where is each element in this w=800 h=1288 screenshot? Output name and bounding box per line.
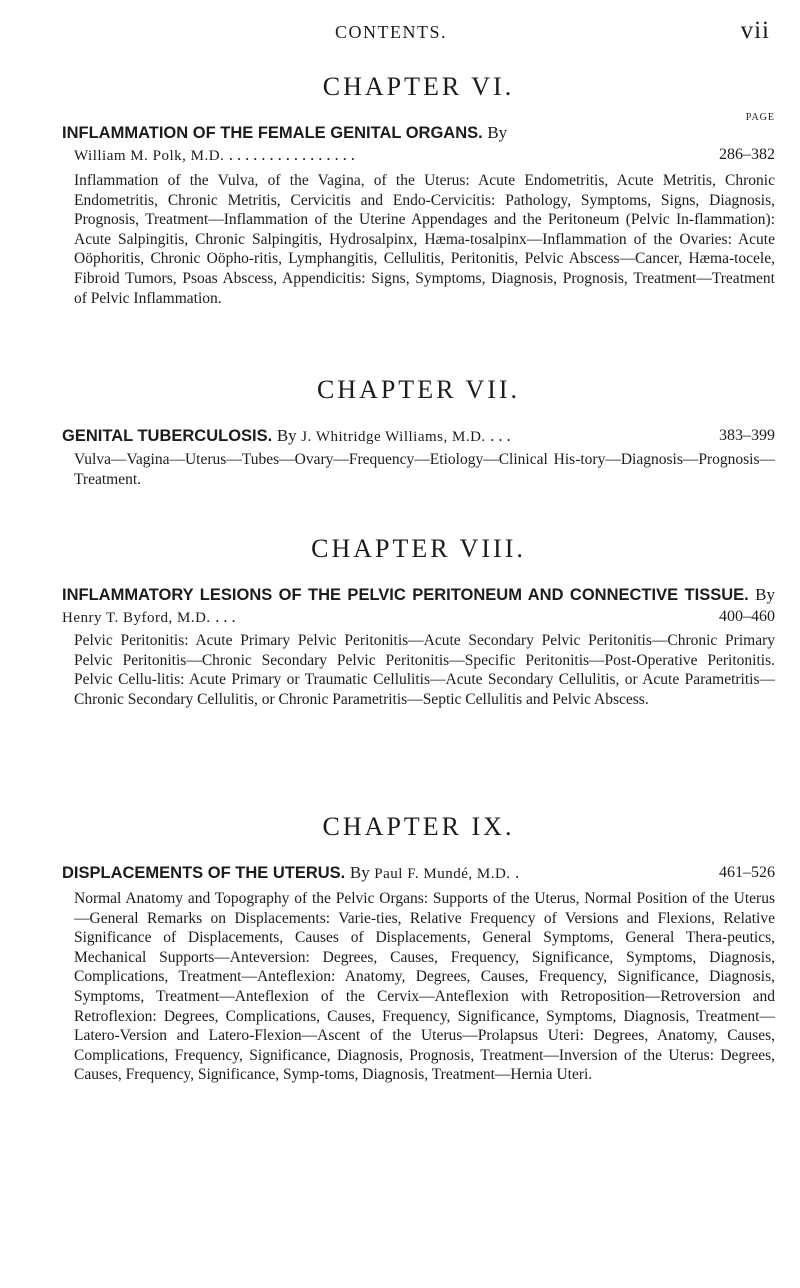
- author-name: Henry T. Byford, M.D.: [62, 610, 211, 626]
- author-by: By: [349, 863, 370, 882]
- chapter-title: [62, 425, 775, 448]
- page-range: 400–460: [719, 608, 775, 625]
- chapter-title: [62, 862, 775, 885]
- chapter-title: [62, 584, 775, 629]
- chapter-heading: CHAPTER IX.: [322, 812, 515, 841]
- chapter-heading: CHAPTER VI.: [322, 72, 515, 101]
- author-name: J. Whitridge Williams, M.D.: [301, 429, 486, 445]
- chapter-heading: CHAPTER VIII.: [311, 534, 526, 563]
- author-by: By: [487, 123, 508, 142]
- chapter-summary: Inflammation of the Vulva, of the Vagina, of the Uterus: Acute Endometritis, Acute Metritis, Chronic Endometritis, Chronic Metritis, Cervicitis and Endo-Cervicitis: Pathology, Symptoms, Signs, Diagnosis, Prognosis, Treatment—Inflammation of the Uterine Appendages and the Peritoneum (Pelvic In-flammation): Acute Salpingitis, Chronic Salpingitis, Hydrosalpinx, Hæma-tosalpinx—Inflammation of the Ovaries: Acute Oöphoritis, Chronic Oöpho-ritis, Lymphangitis, Cellulitis, Peritonitis, Pelvic Abscess—Cancer, Hæma-tocele, Fibroid Tumors, Psoas Abscess, Appendicitis: Signs, Symptoms, Diagnosis, Prognosis, Treatment—Treatment of Pelvic Inflammation.: [74, 172, 775, 307]
- chapter-heading: CHAPTER VII.: [316, 375, 521, 404]
- author-name: William M. Polk, M.D.: [74, 148, 225, 164]
- chapter-summary: Normal Anatomy and Topography of the Pelvic Organs: Supports of the Uterus, Normal Position of the Uterus—General Remarks on Displacements: Varie-ties, Relative Frequency of Versions and Flexions, Relative Significance of Displacements, Causes of Displacements, General Symptoms, General Thera-peutics, Mechanical Supports—Anteversion: Degrees, Causes, Frequency, Significance, Symptoms, Diagnosis, Complications, Treatment—Anteflexion: Anatomy, Degrees, Causes, Frequency, Significance, Diagnosis, Symptoms, Treatment—Anteflexion of the Cervix—Anteflexion with Retroposition—Retroversion and Retroflexion: Degrees, Complications, Causes, Frequency, Significance, Symptoms, Diagnosis, Treatment—Latero-Version and Latero-Flexion—Ascent of the Uterus—Prolapsus Uteri: Degrees, Anatomy, Causes, Complications, Frequency, Significance, Diagnosis, Prognosis, Treatment—Inversion of the Uterus: Degrees, Causes, Frequency, Significance, Symp-toms, Diagnosis, Treatment—Hernia Uteri.: [74, 890, 775, 1084]
- author-by: By: [276, 426, 297, 445]
- chapter-summary: Vulva—Vagina—Uterus—Tubes—Ovary—Frequency—Etiology—Clinical His-tory—Diagnosis—Prognosis—Treatment.: [74, 451, 775, 488]
- chapter-title-text: INFLAMMATORY LESIONS OF THE PELVIC PERITONEUM AND CONNECTIVE TISSUE.: [62, 586, 749, 604]
- chapter-vii: [62, 375, 775, 489]
- dot-leader: ................: [228, 145, 359, 164]
- chapter-viii: [62, 534, 775, 709]
- page-number: vii: [740, 17, 770, 44]
- chapter-title-text: GENITAL TUBERCULOSIS.: [62, 427, 273, 445]
- page-range: 286–382: [719, 146, 775, 163]
- chapter-summary: Pelvic Peritonitis: Acute Primary Pelvic Peritonitis—Acute Secondary Pelvic Peritonitis—Chronic Primary Pelvic Peritonitis—Chronic Secondary Pelvic Peritonitis—Specific Peritonitis—Post-Operative Peritonitis. Pelvic Cellu-litis: Acute Primary or Traumatic Cellulitis—Acute Secondary Cellulitis, or Acute Parametritis—Chronic Secondary Cellulitis, or Chronic Parametritis—Septic Cellulitis and Pelvic Abscess.: [74, 632, 775, 708]
- dot-leader: ...: [215, 607, 240, 626]
- page-range: 383–399: [719, 427, 775, 444]
- page-range: 461–526: [719, 864, 775, 881]
- chapter-title-text: DISPLACEMENTS OF THE UTERUS.: [62, 864, 346, 882]
- running-head-title: CONTENTS.: [335, 22, 447, 42]
- author-name: Paul F. Mundé, M.D.: [374, 866, 511, 882]
- chapter-title-text: INFLAMMATION OF THE FEMALE GENITAL ORGANS.: [62, 124, 483, 142]
- chapter-title: [62, 122, 775, 167]
- author-by: By: [755, 585, 775, 604]
- dot-leader: .: [515, 863, 524, 882]
- dot-leader: ...: [490, 426, 515, 445]
- running-head: [0, 14, 800, 54]
- chapter-ix: [62, 812, 775, 1085]
- page-column-label: PAGE: [745, 112, 775, 123]
- chapter-vi: [62, 72, 775, 308]
